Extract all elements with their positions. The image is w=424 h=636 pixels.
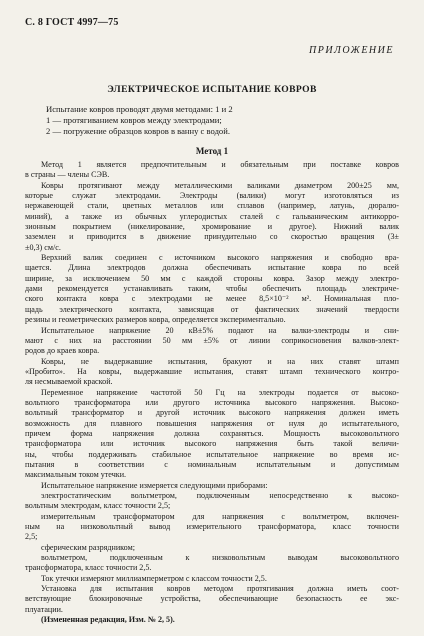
text-line: ширине, за исключением 50 мм с каждой стороны ковра. Зазор между электро- [25,273,399,283]
text-line: вольтного трансформатора или другого источника высокого напряжения. Высоко- [25,397,399,407]
text-line: измерительным трансформатором для напряжения с вольтметром, включен- [41,511,399,521]
text-line: ветствующие блокировочные устройства, обеспечивающие безопасность ее экс- [25,594,399,604]
text-line: зионным покрытием (никелирование, хромирование и другое). Нижний валик [25,222,399,232]
text-line: щается. Длина электродов должна обеспечивать испытание ковра по всей [25,263,399,273]
text-line: ным на низковольтный вывод измерительного трансформатора, класс точности [25,522,399,532]
appendix-label: ПРИЛОЖЕНИЕ [309,45,394,56]
text-line: максимальным током утечки. [25,470,127,480]
body-text [25,160,399,625]
text-line: в страны — члены СЭВ. [25,170,110,180]
text-line: Ток утечки измеряют миллиамперметром с классом точности 2,5. [41,573,267,583]
text-line: мают с них на расстоянии 50 мм ±5% от линии соприкосновения валков-элект- [25,335,399,345]
intro-line: 1 — протягиванием ковров между электродами; [46,115,222,125]
text-line: заземлен и приводится в движение принудительно со скоростью вращения (3± [25,232,399,242]
method-heading: Метод 1 [195,146,229,156]
text-line: нержавеющей стали, цветных металлов или сплавов (например, латунь, дюралю- [25,201,399,211]
text-line: Испытательное напряжение 20 кВ±5% подают на валки-электроды и сни- [41,325,399,335]
text-line: Переменное напряжение частотой 50 Гц на электроды подается от высоко- [41,387,399,397]
text-line: возможность для плавного повышения напряжения от нуля до испытательного, [25,418,399,428]
text-line: сферическим разрядником; [41,542,135,552]
text-line: родов до краев ковра. [25,346,100,356]
intro-line: Испытание ковров проводят двумя методами: 1 и 2 [46,104,233,114]
text-line: вольтным электродам, класс точности 2,5; [25,501,171,511]
text-line: «Пробито». На ковры, выдержавшие испытания, ставят штамп технического контро- [25,366,399,376]
text-line: плуатации. [25,604,63,614]
text-line: электростатическим вольтметром, подключенным непосредственно к высоко- [41,491,399,500]
text-line: трансформатора, класс точности 2,5. [25,563,152,573]
text-line: вольтметром, подключенным к низковольтным выводам высоковольтного [41,553,399,563]
text-line: 2,5; [25,532,38,542]
text-line: Метод 1 является предпочтительным и обязательным при поставке ковров [41,160,399,169]
text-line: которые служат электродами. Электроды (валики) могут изготовляться из [25,191,399,201]
text-line: причем форма напряжения должна сохраняться. Мощность высоковольтного [25,428,399,438]
intro-block [46,104,233,137]
text-line: трансформатора или источник высокого напряжения быть такой величи- [25,439,399,449]
text-line: Ковры протягивают между металлическими валиками диаметром 200±25 мм, [41,180,399,190]
text-line: пытания в соответствии с номинальным испытательным и допустимым [25,459,399,469]
text-line: ны, чтобы поддерживать стабильное испытательное напряжение во время ис- [25,449,399,459]
text-line: Установка для испытания ковров методом протягивания должна иметь соот- [41,584,399,594]
text-line: дами рекомендуется устанавливать таким, чтобы обеспечить площадь электриче- [25,284,399,294]
page-reference: С. 8 ГОСТ 4997—75 [25,17,119,28]
text-line: Испытательное напряжение измеряется следующими приборами: [41,480,268,490]
text-line: щадь электрического контакта, зависящая от фактических значений твердости [25,304,399,314]
text-line: ля несмываемой краской. [25,377,113,387]
text-line: вольтный трансформатор и другой источник высокого напряжения должен иметь [25,408,399,418]
intro-line: 2 — погружение образцов ковров в ванну с водой. [46,126,230,136]
text-line: ±0,3) см/с. [25,242,61,252]
text-line: миний), а также из обычных углеродистых сталей с гальваническим антикорро- [25,211,399,221]
text-line: (Измененная редакция, Изм. № 2, 5). [41,615,175,625]
section-title: ЭЛЕКТРИЧЕСКОЕ ИСПЫТАНИЕ КОВРОВ [107,84,317,95]
text-line: ского контакта ковра с электродами не менее 8,5×10⁻² м². Номинальная пло- [25,294,399,304]
text-line: резины и геометрических размеров ковра, определяется экспериментально. [25,315,286,325]
text-line: Ковры, не выдержавшие испытания, бракуют и на них ставят штамп [41,356,399,366]
text-line: Верхний валик соединен с источником высокого напряжения и свободно вра- [41,253,399,263]
